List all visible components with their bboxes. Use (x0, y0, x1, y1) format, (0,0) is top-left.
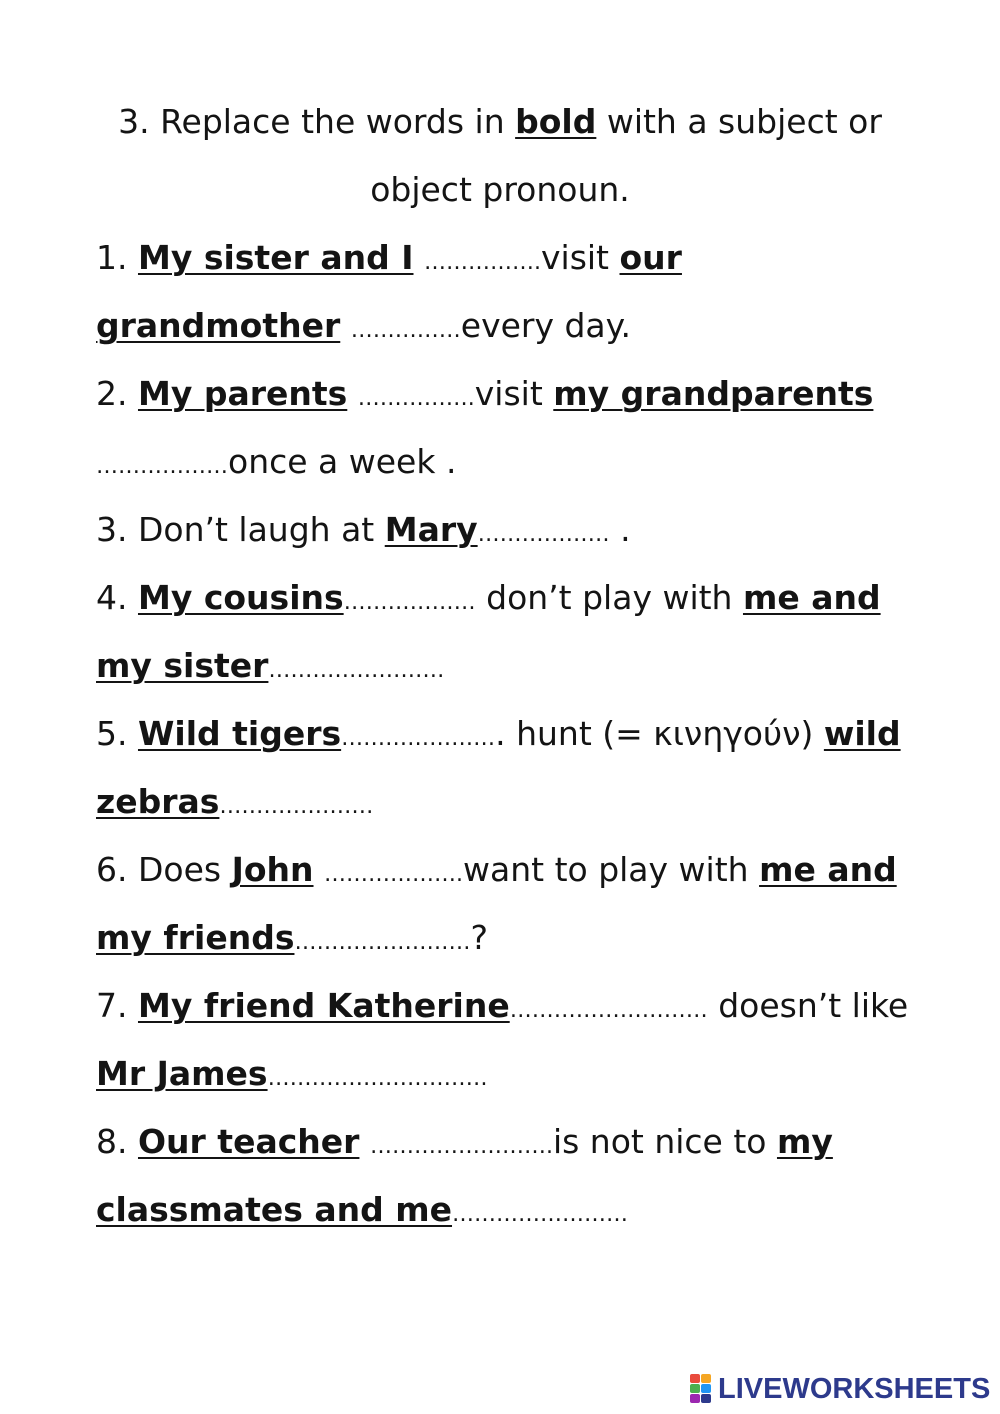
bold-phrase: John (231, 850, 314, 889)
bold-phrase: me and (759, 850, 897, 889)
text: Don’t laugh at (137, 510, 385, 549)
exercise-item-5-line-1 (96, 714, 901, 759)
answer-blank[interactable]: …………………… (268, 658, 445, 683)
instruction-bold-word: bold (515, 102, 597, 141)
bold-phrase: wild (823, 714, 901, 753)
exercise-item-1-line-1 (96, 238, 682, 283)
exercise-item-8-line-2 (96, 1190, 628, 1235)
text: ? (470, 918, 488, 957)
bold-phrase: Wild tigers (137, 714, 342, 753)
exercise-item-1-line-2 (96, 306, 631, 351)
bold-phrase: My cousins (137, 578, 344, 617)
answer-blank[interactable]: ……………. (357, 386, 475, 411)
exercise-item-2-line-1 (96, 374, 873, 419)
bold-phrase: Mr James (96, 1054, 268, 1093)
exercise-item-3-line-1 (96, 510, 631, 555)
answer-blank[interactable]: ………………… (341, 726, 496, 751)
liveworksheets-logo[interactable] (690, 1368, 990, 1410)
text: is not nice to (552, 1122, 777, 1161)
item-number: 5. (96, 714, 138, 753)
item-number: 7. (96, 986, 138, 1025)
text (347, 374, 358, 413)
answer-blank[interactable]: ……………………… (509, 998, 708, 1023)
bold-phrase: grandmother (96, 306, 341, 345)
answer-blank[interactable]: ……………… (477, 522, 610, 547)
exercise-item-6-line-2 (96, 918, 488, 963)
exercise-item-4-line-1 (96, 578, 881, 623)
exercise-item-6-line-1 (96, 850, 897, 895)
text (414, 238, 425, 277)
bold-phrase: My parents (137, 374, 348, 413)
bold-phrase: me and (742, 578, 881, 617)
item-number: 1. (96, 238, 138, 277)
item-number: 6. (96, 850, 138, 889)
bold-phrase: classmates and me (96, 1190, 453, 1229)
bold-phrase: My sister and I (137, 238, 414, 277)
text: visit (474, 374, 554, 413)
answer-blank[interactable]: ………………. (324, 862, 464, 887)
item-number: 2. (96, 374, 138, 413)
bold-phrase: our (619, 238, 682, 277)
logo-text: LIVEWORKSHEETS (718, 1372, 991, 1405)
bold-phrase: My friend Katherine (137, 986, 510, 1025)
text: every day. (460, 306, 631, 345)
text: visit (541, 238, 620, 277)
text (340, 306, 351, 345)
answer-blank[interactable]: ……………. (424, 250, 541, 275)
item-number: 3. (96, 510, 138, 549)
text: don’t play with (475, 578, 743, 617)
item-number: 4. (96, 578, 138, 617)
text: . (609, 510, 631, 549)
text (359, 1122, 370, 1161)
exercise-item-7-line-1 (96, 986, 908, 1031)
answer-blank[interactable]: ……………………. (369, 1134, 553, 1159)
text: Does (137, 850, 232, 889)
answer-blank[interactable]: …………………… (452, 1202, 629, 1227)
bold-phrase: zebras (96, 782, 220, 821)
bold-phrase: my (776, 1122, 833, 1161)
bold-phrase: Mary (384, 510, 478, 549)
text: . hunt (= κινηγούν) (495, 714, 824, 753)
exercise-item-7-line-2 (96, 1054, 488, 1099)
exercise-item-2-line-2 (96, 442, 456, 487)
bold-phrase: my grandparents (553, 374, 874, 413)
answer-blank[interactable]: ………………………… (267, 1066, 488, 1091)
text: once a week . (228, 442, 457, 481)
text (314, 850, 325, 889)
answer-blank[interactable]: …………… (350, 318, 461, 343)
instruction-text: 3. Replace the words in (118, 102, 516, 141)
text: doesn’t like (707, 986, 909, 1025)
instruction-line-1 (0, 102, 1000, 142)
instruction-text: with a subject or (596, 102, 882, 141)
text: want to play with (463, 850, 760, 889)
exercise-item-5-line-2 (96, 782, 373, 827)
answer-blank[interactable]: ……………… (343, 590, 476, 615)
liveworksheets-logo-icon (690, 1374, 712, 1404)
bold-phrase: my sister (96, 646, 269, 685)
answer-blank[interactable]: ……………… (96, 454, 228, 479)
exercise-item-8-line-1 (96, 1122, 833, 1167)
exercise-item-4-line-2 (96, 646, 444, 691)
item-number: 8. (96, 1122, 138, 1161)
answer-blank[interactable]: …………………… (294, 930, 471, 955)
instruction-line-2: object pronoun. (370, 170, 630, 209)
bold-phrase: my friends (96, 918, 295, 957)
bold-phrase: Our teacher (137, 1122, 360, 1161)
answer-blank[interactable]: ………………… (219, 794, 374, 819)
